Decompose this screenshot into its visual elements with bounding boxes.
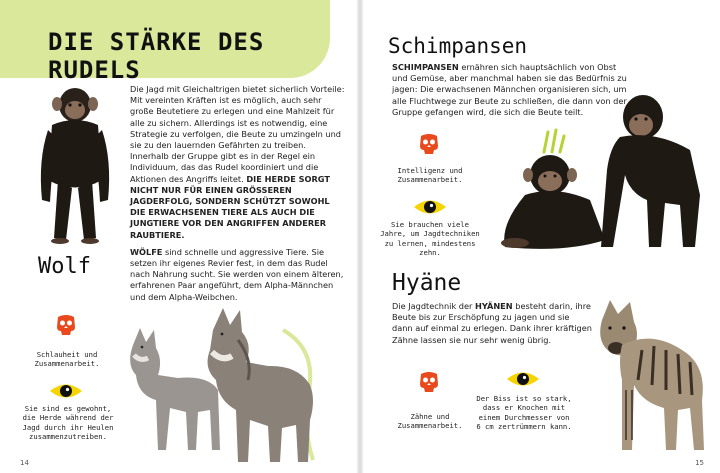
hyena-fact-2: Der Biss ist so stark, dass er Knochen mit einem Durchmesser von 6 cm zertrümmern kann. — [476, 394, 572, 432]
page-number-left: 14 — [20, 459, 29, 467]
chimpanzee-fact-1: Intelligenz und Zusammenarbeit. — [397, 166, 463, 185]
hyena-pre: Die Jagdtechnik der — [392, 301, 475, 311]
wolf-fact-2: Sie sind es gewohnt, die Herde während der Jagd durch ihr Heulen zusammenzutreiben. — [22, 404, 114, 442]
wolf-fact-1: Schlauheit und Zusammenarbeit. — [34, 350, 100, 369]
chimpanzee-lead: SCHIMPANSEN — [392, 62, 459, 72]
intro-emphasis: DIE HERDE SORGT NICHT NUR FÜR EINEN GRÖSSEREN JAGDERFOLG, SONDERN SCHÜTZT SOWOHL DIE ERWACHSENEN TIERE ALS AUCH DIE JUNGTIERE VOR DEN ANGRIFFEN ANDERER RAUBTIERE. — [130, 173, 330, 240]
wolf-text: sind schnelle und aggressive Tiere. Sie setzen ihr eigenes Revier fest, in dem das Rudel nach Nahrung sucht. Sie werden von einem älteren, erfahrenen Paar angeführt, dem Alpha-Männchen und dem Alpha-Weibchen. — [130, 246, 344, 302]
hyena-heading: Hyäne — [392, 270, 462, 296]
chimpanzees-photo — [495, 75, 715, 255]
right-page — [360, 0, 720, 473]
eye-icon — [48, 380, 84, 402]
skull-icon — [418, 370, 440, 394]
hyena-text-block — [392, 301, 592, 352]
wolf-lead: WÖLFE — [130, 246, 163, 257]
chimpanzee-text: ernähren sich hauptsächlich von Obst und Gemüse, aber manchmal haben sie das Bedürfnis zu jagen: Die erwachsenen Männchen organisieren sich, um alle Fluchtwege zur Beute zu schließen, die dann von der Gruppe gefangen wird, die sich die Beute teilt. — [392, 62, 627, 117]
skull-icon — [55, 313, 77, 337]
wolves-photo — [118, 300, 343, 465]
intro-text-block — [130, 84, 345, 309]
eye-icon — [412, 196, 448, 218]
intro-text: Die Jagd mit Gleichaltrigen bietet sicherlich Vorteile: Mit vereinten Kräften ist es möglich, auch sehr große Beutetiere zu erlegen und eine Mahlzeit für alle zu sichern. Allerdings ist es notwendig, eine Strategie zu verfolgen, die Beute zu umzingeln und sie zu den lauernden Gefährten zu treiben. Innerhalb der Gruppe gibt es in der Regel ein Individuum, das das Rudel koordiniert und die Aktionen des Angriffs leitet. — [130, 84, 345, 184]
hyena-photo — [582, 290, 717, 455]
skull-icon — [418, 132, 440, 156]
hyena-fact-1: Zähne und Zusammenarbeit. — [397, 412, 463, 431]
chimpanzee-standing-photo — [30, 80, 120, 245]
chimpanzee-heading: Schimpansen — [388, 34, 528, 58]
hyena-text: besteht darin, ihre Beute bis zur Erschöpfung zu jagen und sie dann auf einmal zu erlegen. Dank ihrer kräftigen Zähne lassen sie nur sehr wenig übrig. — [392, 301, 592, 345]
eye-icon — [505, 368, 541, 390]
page-title: DIE STÄRKE DES RUDELS — [48, 28, 265, 84]
book-spine — [357, 0, 363, 473]
chimpanzee-fact-2: Sie brauchen viele Jahre, um Jagdtechniken zu lernen, mindestens zehn. — [380, 220, 480, 258]
hyena-lead: HYÄNEN — [475, 301, 513, 311]
wolf-heading: Wolf — [38, 254, 91, 279]
page-number-right: 15 — [695, 459, 704, 467]
